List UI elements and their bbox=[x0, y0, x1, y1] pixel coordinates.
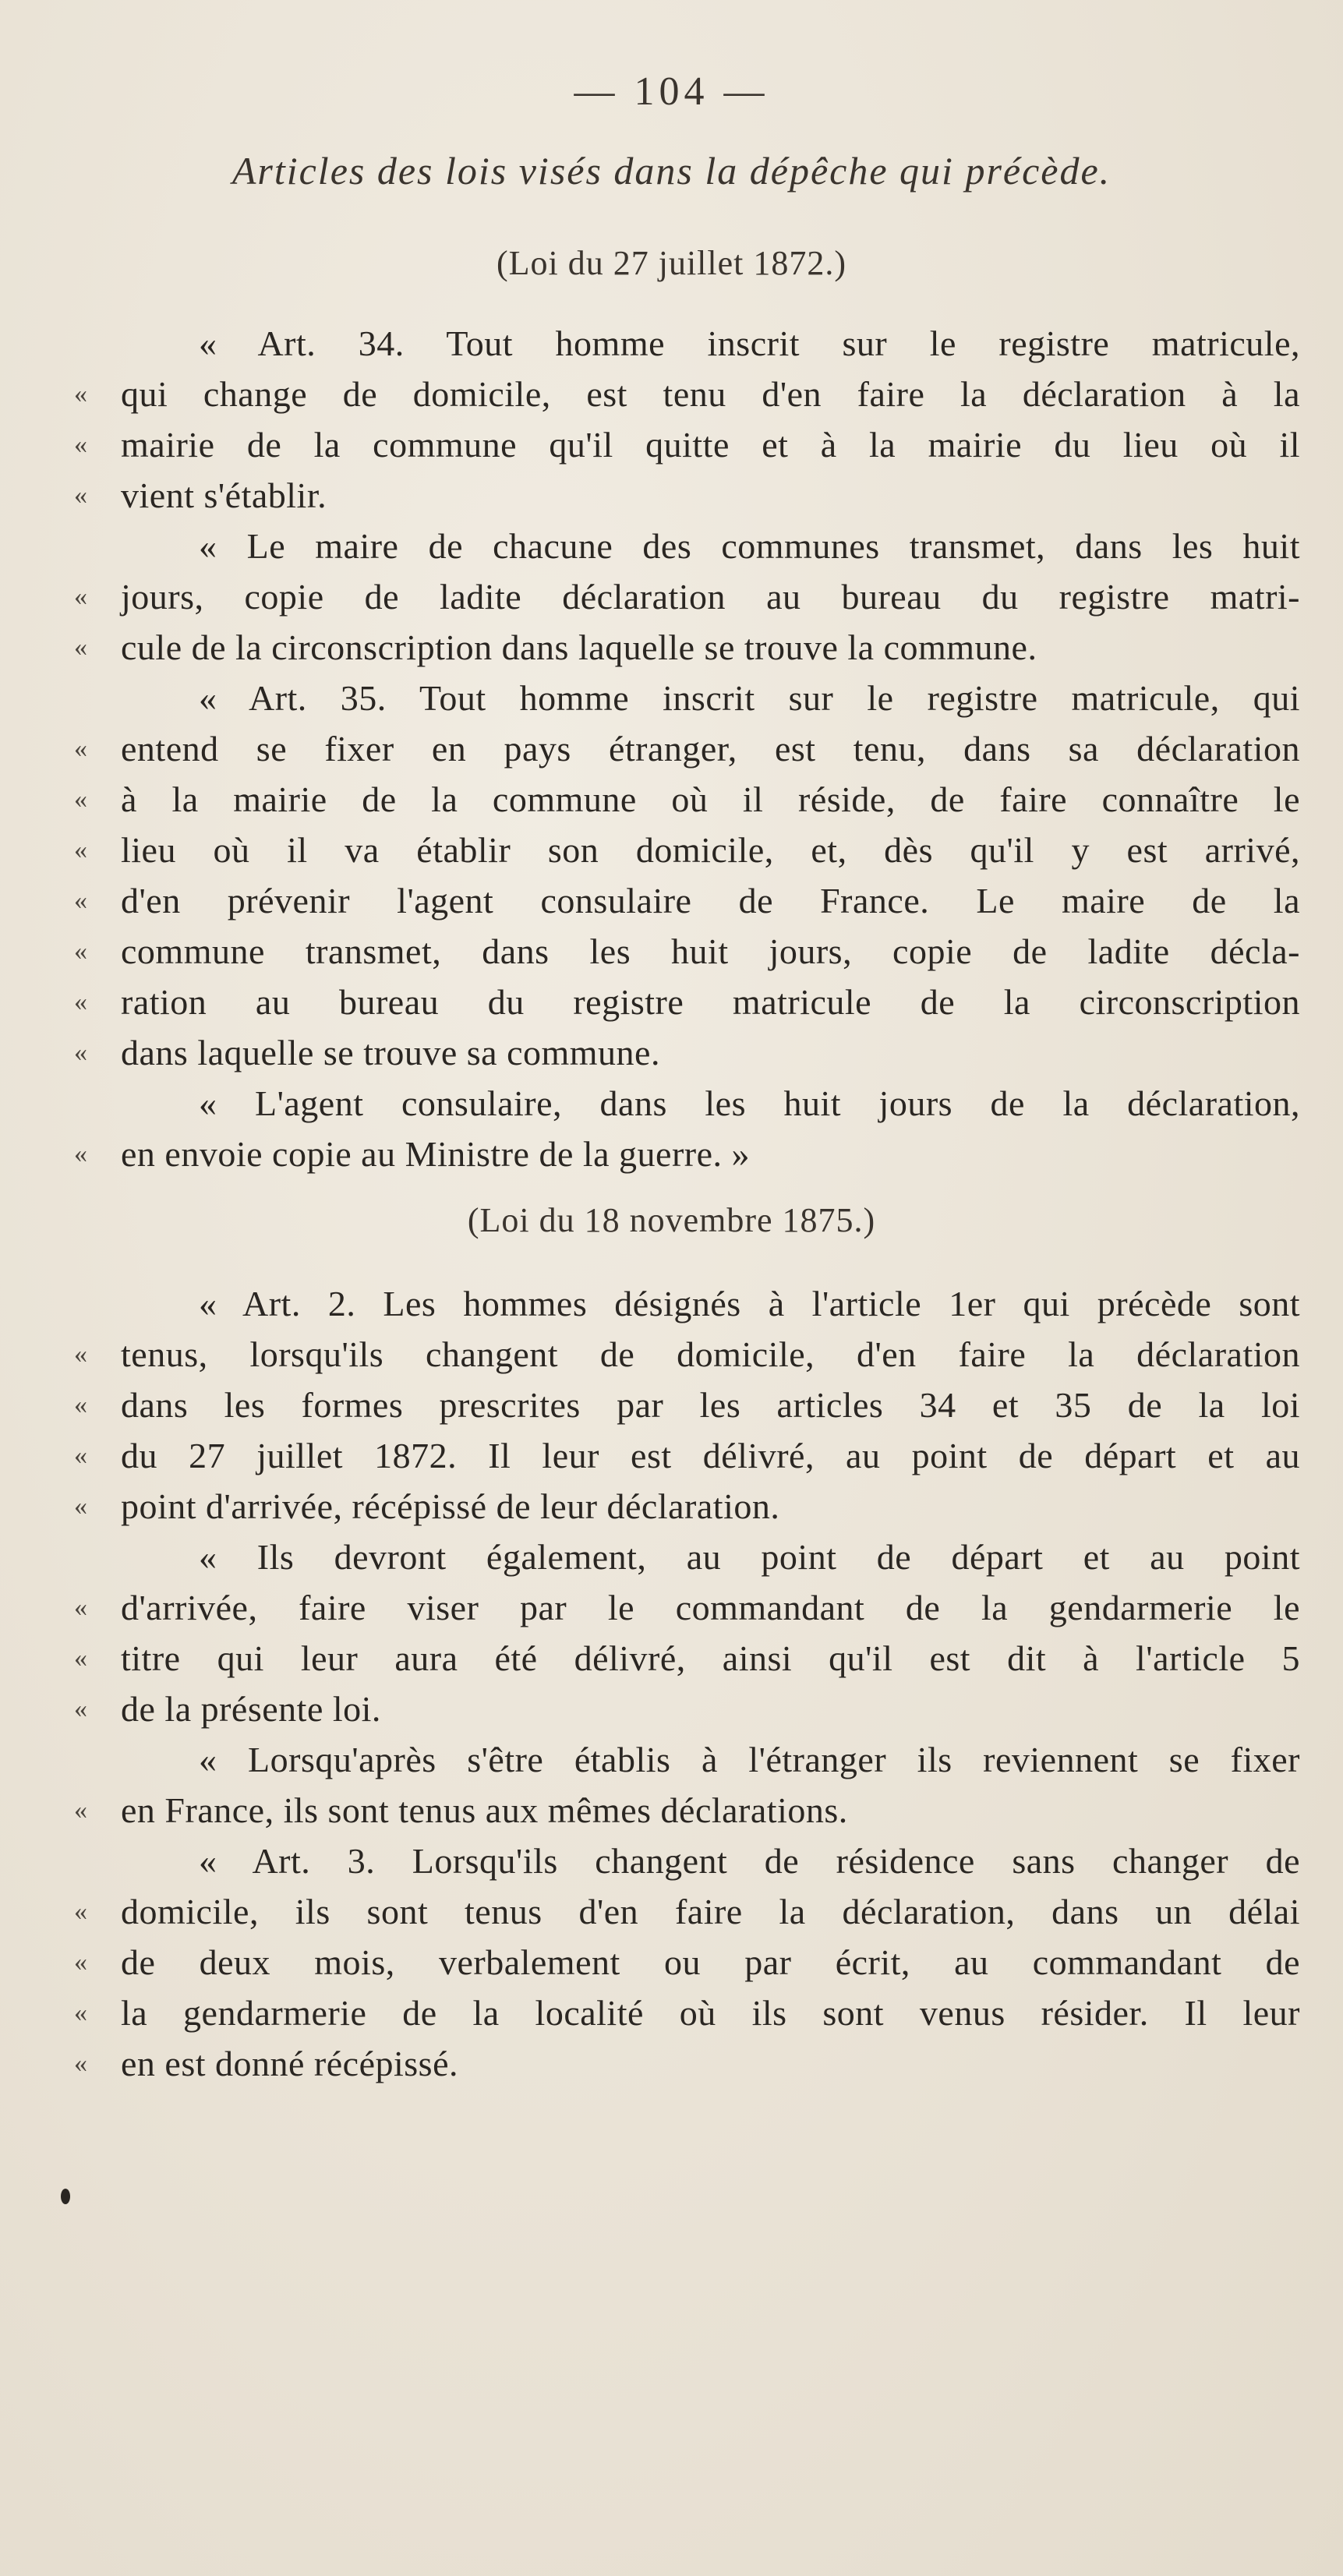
text-line: « L'agent consulaire, dans les huit jours de la déclaration, bbox=[199, 1083, 1300, 1123]
text-line: « lieu où il va établir son domicile, et, dès qu'il y est arrivé, bbox=[121, 825, 1300, 875]
page-heading: Articles des lois visés dans la dépêche qui précède. bbox=[231, 149, 1112, 193]
text-line: « Art. 2. Les hommes désignés à l'article 1er qui précède sont bbox=[199, 1284, 1300, 1323]
text-line: « du 27 juillet 1872. Il leur est délivré, au point de départ et au bbox=[121, 1430, 1300, 1481]
margin-quote: « bbox=[74, 1644, 88, 1673]
text-line: « entend se fixer en pays étranger, est tenu, dans sa déclaration bbox=[121, 723, 1300, 774]
margin-quote: « bbox=[74, 1998, 88, 2027]
page-number: — 104 — bbox=[574, 69, 769, 114]
text-line: « commune transmet, dans les huit jours, copie de ladite décla- bbox=[121, 926, 1300, 977]
text-line: « à la mairie de la commune où il réside, de faire connaître le bbox=[121, 774, 1300, 825]
text-line: « Ils devront également, au point de départ et au point bbox=[199, 1537, 1300, 1577]
text-line: « la gendarmerie de la localité où ils sont venus résider. Il leur bbox=[121, 1988, 1300, 2038]
ink-spot bbox=[61, 2189, 70, 2204]
law-title-1872: (Loi du 27 juillet 1872.) bbox=[496, 244, 847, 282]
text-line: « en France, ils sont tenus aux mêmes déclarations. bbox=[121, 1785, 1300, 1836]
text-line: « cule de la circonscription dans laquelle se trouve la commune. bbox=[121, 622, 1300, 673]
margin-quote: « bbox=[74, 785, 88, 814]
text-line: « vient s'établir. bbox=[121, 470, 1300, 521]
margin-quote: « bbox=[74, 1796, 88, 1825]
margin-quote: « bbox=[74, 380, 88, 408]
margin-quote: « bbox=[74, 886, 88, 915]
margin-quote: « bbox=[74, 1948, 88, 1977]
text-line: « d'arrivée, faire viser par le commandant de la gendarmerie le bbox=[121, 1582, 1300, 1633]
text-line: « en est donné récépissé. bbox=[121, 2038, 1300, 2089]
text-line: « d'en prévenir l'agent consulaire de France. Le maire de la bbox=[121, 875, 1300, 926]
text-line: « tenus, lorsqu'ils changent de domicile, d'en faire la déclaration bbox=[121, 1329, 1300, 1380]
text-line: « qui change de domicile, est tenu d'en faire la déclaration à la bbox=[121, 369, 1300, 419]
margin-quote: « bbox=[74, 1140, 88, 1168]
margin-quote: « bbox=[74, 1694, 88, 1723]
margin-quote: « bbox=[74, 1340, 88, 1369]
text-line: « domicile, ils sont tenus d'en faire la déclaration, dans un délai bbox=[121, 1886, 1300, 1937]
text-line: « Lorsqu'après s'être établis à l'étranger ils reviennent se fixer bbox=[199, 1740, 1300, 1779]
text-line: « en envoie copie au Ministre de la guerre. » bbox=[121, 1129, 1300, 1179]
margin-quote: « bbox=[74, 2049, 88, 2078]
text-line: « de deux mois, verbalement ou par écrit, au commandant de bbox=[121, 1937, 1300, 1988]
text-line: « ration au bureau du registre matricule de la circonscription bbox=[121, 977, 1300, 1027]
text-line: « Le maire de chacune des communes transmet, dans les huit bbox=[199, 526, 1300, 566]
law-title-1875: (Loi du 18 novembre 1875.) bbox=[467, 1201, 876, 1239]
text-line: « jours, copie de ladite déclaration au bureau du registre matri- bbox=[121, 571, 1300, 622]
text-line: « titre qui leur aura été délivré, ainsi qu'il est dit à l'article 5 bbox=[121, 1633, 1300, 1684]
text-line: « Art. 3. Lorsqu'ils changent de résidence sans changer de bbox=[199, 1841, 1300, 1881]
text-line: « de la présente loi. bbox=[121, 1684, 1300, 1734]
text-line: « dans les formes prescrites par les articles 34 et 35 de la loi bbox=[121, 1380, 1300, 1430]
text-line: « Art. 35. Tout homme inscrit sur le registre matricule, qui bbox=[199, 678, 1300, 718]
margin-quote: « bbox=[74, 1038, 88, 1067]
section-1872-text bbox=[74, 318, 1300, 1179]
margin-quote: « bbox=[74, 1492, 88, 1521]
margin-quote: « bbox=[74, 988, 88, 1016]
text-line: « mairie de la commune qu'il quitte et à la mairie du lieu où il bbox=[121, 419, 1300, 470]
margin-quote: « bbox=[74, 1390, 88, 1419]
text-line: « point d'arrivée, récépissé de leur déclaration. bbox=[121, 1481, 1300, 1532]
margin-quote: « bbox=[74, 1441, 88, 1470]
margin-quote: « bbox=[74, 430, 88, 459]
margin-quote: « bbox=[74, 836, 88, 864]
margin-quote: « bbox=[74, 633, 88, 662]
margin-quote: « bbox=[74, 481, 88, 510]
margin-quote: « bbox=[74, 1593, 88, 1622]
margin-quote: « bbox=[74, 734, 88, 763]
text-line: « Art. 34. Tout homme inscrit sur le registre matricule, bbox=[199, 323, 1300, 363]
margin-quote: « bbox=[74, 1897, 88, 1926]
text-line: « dans laquelle se trouve sa commune. bbox=[121, 1027, 1300, 1078]
section-1875-text bbox=[74, 1278, 1300, 2089]
margin-quote: « bbox=[74, 937, 88, 966]
margin-quote: « bbox=[74, 582, 88, 611]
